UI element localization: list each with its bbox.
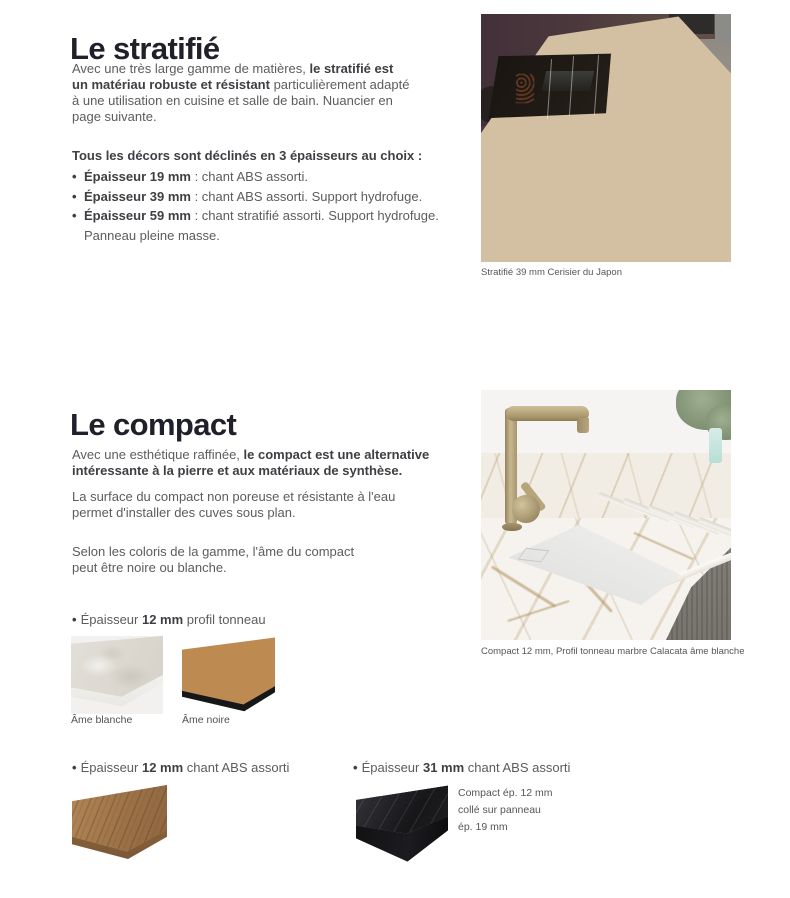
faucet-arm	[506, 406, 589, 421]
bullet-post: profil tonneau	[183, 612, 266, 627]
bullet-chant-abs-12	[72, 760, 289, 776]
bullet-bold: 12 mm	[141, 760, 184, 775]
stratifie-photo	[481, 14, 731, 262]
bullet-chant-abs-31	[353, 760, 570, 776]
bullet-rest: : chant ABS assorti.	[190, 169, 309, 184]
bullet-pre: Épaisseur	[80, 612, 142, 627]
note-line-1: Compact ép. 12 mm	[458, 787, 553, 799]
stratifie-photo-caption: Stratifié 39 mm Cerisier du Japon	[481, 267, 622, 278]
bullet-dot: •	[72, 760, 77, 775]
stratifie-lead: Tous les décors sont déclinés en 3 épaisseurs au choix :	[72, 148, 423, 163]
bullet-pre: Épaisseur	[80, 760, 142, 775]
bullet-post: chant ABS assorti	[183, 760, 290, 775]
bullet-bold: 12 mm	[141, 612, 184, 627]
swatch-ame-blanche-label: Âme blanche	[71, 714, 133, 726]
bullet-post: chant ABS assorti	[464, 760, 571, 775]
stratifie-bullet-list	[72, 167, 454, 245]
faucet-spout	[577, 418, 588, 433]
swatch-compact-31mm	[356, 784, 448, 864]
bullet-epaisseur-59	[72, 206, 454, 245]
bullet-rest: : chant ABS assorti. Support hydrofuge.	[190, 188, 423, 204]
compact-title: Le compact	[70, 406, 237, 442]
stratifie-intro-bold: le stratifié est un matériau robuste et résistant	[72, 61, 394, 92]
bullet-bold: Épaisseur 59 mm	[84, 208, 191, 223]
note-line-3: ép. 19 mm	[458, 821, 508, 833]
bullet-dot: •	[353, 760, 358, 775]
bullet-epaisseur-19	[72, 167, 454, 187]
bullet-epaisseur-39	[72, 187, 454, 207]
swatch-ame-blanche	[71, 636, 163, 714]
bullet-dot: •	[72, 612, 77, 627]
bullet-bold: Épaisseur 39 mm	[84, 188, 191, 204]
compact-31mm-note	[458, 785, 553, 836]
stratifie-intro	[72, 61, 410, 125]
bullet-bold: 31 mm	[422, 760, 465, 775]
bullet-profil-tonneau	[72, 612, 266, 628]
hob-controls	[516, 74, 534, 104]
bullet-bold: Épaisseur 19 mm	[84, 169, 191, 184]
compact-photo	[481, 390, 731, 640]
compact-p1	[72, 447, 470, 479]
faucet-handle	[512, 495, 540, 523]
swatch-compact-12mm	[72, 785, 167, 859]
compact-p3: Selon les coloris de la gamme, l'âme du compact peut être noire ou blanche.	[72, 544, 355, 575]
bullet-dot: •	[72, 188, 77, 204]
stratifie-title: Le stratifié	[70, 30, 220, 66]
wall-panel	[715, 14, 731, 41]
compact-p2: La surface du compact non poreuse et résistante à l'eau permet d'installer des cuves sous plan.	[72, 489, 396, 520]
stratifie-intro-r2: particulièrement adapté à une utilisation en cuisine et salle de bain. Nuancier en page suivante.	[72, 77, 410, 124]
compact-p1-r1: Avec une esthétique raffinée,	[72, 447, 244, 462]
bullet-rest: : chant stratifié assorti. Support hydrofuge. Panneau pleine masse.	[84, 208, 439, 243]
bullet-dot: •	[72, 208, 77, 223]
compact-p1-bold: le compact est une alternative intéressante à la pierre et aux matériaux de synthèse.	[72, 447, 430, 478]
bullet-pre: Épaisseur	[361, 760, 423, 775]
note-line-2: collé sur panneau	[458, 804, 541, 816]
compact-photo-caption: Compact 12 mm, Profil tonneau marbre Calacata âme blanche	[481, 646, 745, 657]
stratifie-intro-r1: Avec une très large gamme de matières,	[72, 61, 310, 76]
swatch-ame-noire	[182, 636, 275, 712]
swatch-ame-noire-label: Âme noire	[182, 714, 230, 726]
glass-vase	[709, 428, 723, 463]
bullet-dot: •	[72, 169, 77, 184]
